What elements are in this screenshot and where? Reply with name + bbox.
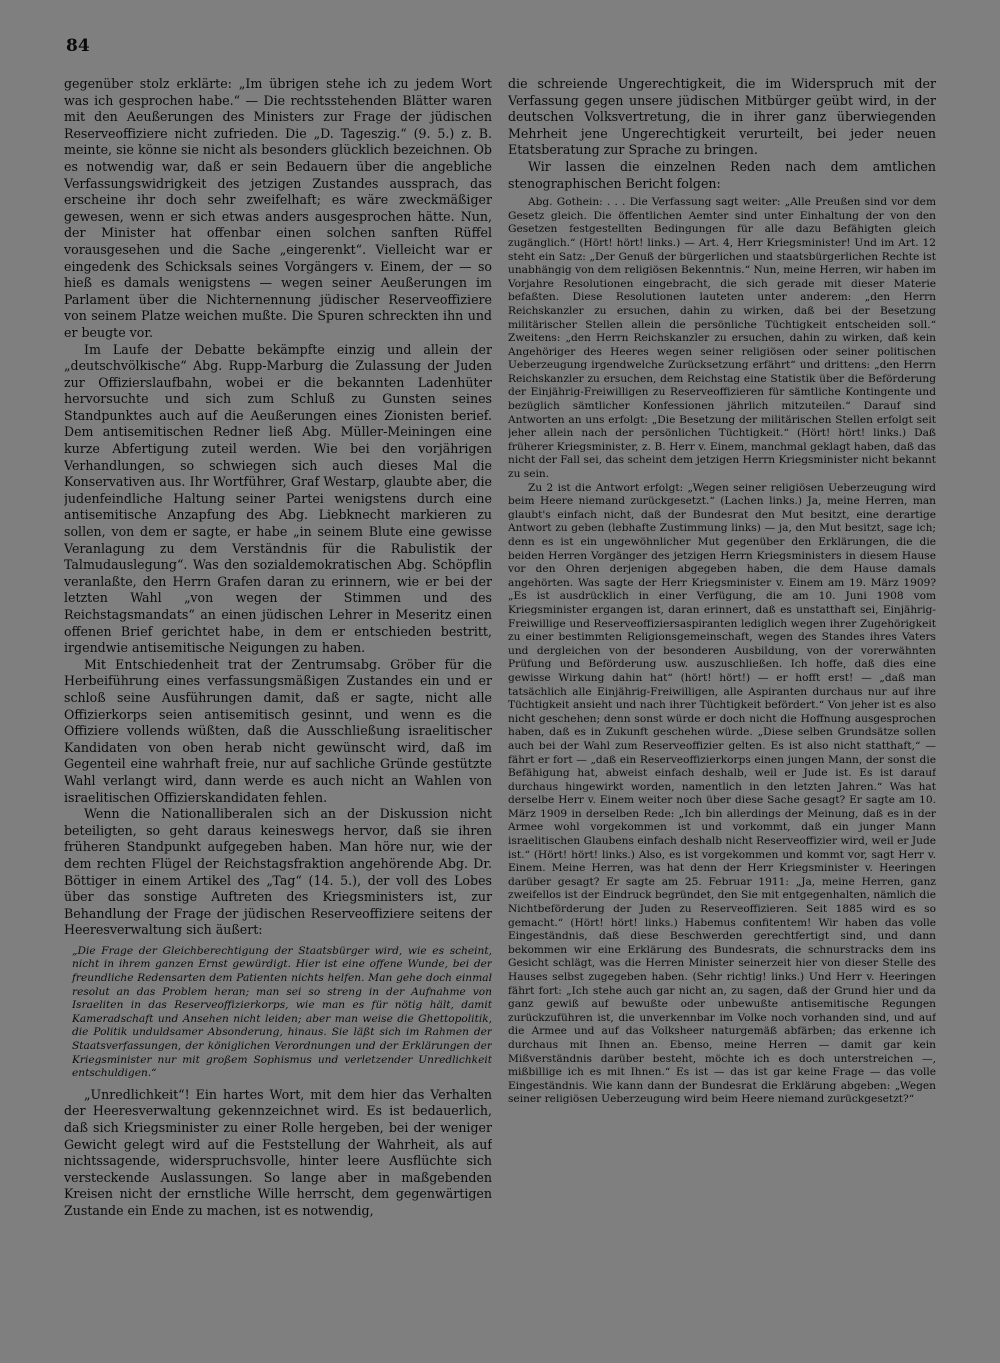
page-number: 84 [66, 36, 90, 56]
left-paragraph-5: „Unredlichkeit“! Ein hartes Wort, mit dem hier das Verhalten der Heeresverwaltung gekennzeichnet wird. Es ist bedauerlich, daß sich Kriegsminister zu einer Rolle hergeben, bei der weniger Gewicht gelegt wird auf die Feststellung der Wahrheit, als auf nichtssagende, widerspruchsvolle, hinter leere Ausflüchte sich versteckende Auslassungen. So lange aber in maßgebenden Kreisen nicht der ernstliche Wille herrscht, dem gegenwärtigen Zustande ein Ende zu machen, ist es notwendig, [64, 1086, 492, 1218]
right-paragraph-1: die schreiende Ungerechtigkeit, die im Widerspruch mit der Verfassung gegen unsere jüdischen Mitbürger geübt wird, in der deutschen Volksvertretung, die in ihrer ganz überwiegenden Mehrheit jene Ungerechtigkeit verurteilt, bei jeder neuen Etatsberatung zur Sprache zu bringen. [508, 76, 936, 158]
left-paragraph-4: Wenn die Nationalliberalen sich an der Diskussion nicht beteiligten, so geht daraus keineswegs hervor, daß sie ihren früheren Standpunkt aufgegeben haben. Man höre nur, wie der dem rechten Flügel der Reichstagsfraktion angehörende Abg. Dr. Böttiger in einem Artikel des „Tag“ (14. 5.), der voll des Lobes über das sonstige Auftreten des Kriegsministers ist, zur Behandlung der Frage der jüdischen Reserveoffiziere seitens der Heeresverwaltung sich äußert: [64, 806, 492, 938]
right-paragraph-2: Wir lassen die einzelnen Reden nach dem amtlichen stenographischen Bericht folgen: [508, 158, 936, 191]
gothein-speech-part-2: Zu 2 ist die Antwort erfolgt: „Wegen seiner religiösen Ueberzeugung wird beim Heere niemand zurückgesetzt.“ (Lachen links.) Ja, meine Herren, man glaubt's einfach nicht, daß der Bundesrat den Mut besitzt, eine derartige Antwort zu geben (lebhafte Zustimmung links) — ja, den Mut besitzt, sage ich; denn es ist ein ungewöhnlicher Mut gegenüber den Erklärungen, die die beiden Herren Vorgänger des jetzigen Herrn Kriegsministers in diesem Hause vor den Ohren derjenigen abgegeben haben, die dem Hause damals angehörten. Was sagte der Herr Kriegsminister v. Einem am 19. März 1909? „Es ist ausdrücklich in einer Verfügung, die am 10. Juni 1908 vom Kriegsminister ergangen ist, daran erinnert, daß es unstatthaft sei, Einjährig-Freiwillige und Reserveoffiziersaspiranten lediglich wegen ihrer Zugehörigkeit zu einer bestimmten Religionsgemeinschaft, wegen des Standes ihres Vaters und dergleichen von der besonderen Ausbildung, von der vorerwähnten Prüfung und Beförderung usw. auszuschließen. Ich hoffe, daß dies eine gewisse Wirkung dahin hat“ (hört! hört!) — er hofft erst! — „daß man tatsächlich alle Einjährig-Freiwilligen, alle Aspiranten durchaus nur auf ihre Tüchtigkeit ansieht und nach ihrer Tüchtigkeit befördert.“ Von jeher ist es also nicht geschehen; denn sonst würde er doch nicht die Hoffnung ausgesprochen haben, daß es in Zukunft geschehen würde. „Diese selben Grundsätze sollen auch bei der Wahl zum Reserveoffizier gelten. Es ist also nicht statthaft,“ — fährt er fort — „daß ein Reserveoffizierkorps einen jungen Mann, der sonst die Befähigung hat, abweist einfach deshalb, weil er Jude ist. Es ist darauf durchaus hingewirkt worden, namentlich in den letzten Jahren.“ Was hat derselbe Herr v. Einem weiter noch über diese Sache gesagt? Er sagte am 10. März 1909 in derselben Rede: „Ich bin allerdings der Meinung, daß es in der Armee wohl vorgekommen ist und vorkommt, daß ein junger Mann israelitischen Glaubens einfach deshalb nicht Reserveoffizier wird, weil er Jude ist.“ (Hört! hört! links.) Also, es ist vorgekommen und kommt vor, sagt Herr v. Einem. Meine Herren, was hat denn der Herr Kriegsminister v. Heeringen darüber gesagt? Er sagte am 25. Februar 1911: „Ja, meine Herren, ganz zweifellos ist der Eindruck begründet, den Sie mit entgegenhalten, nämlich die Nichtbeförderung der Juden zu Reserveoffizieren. Seit 1885 wird es so gemacht.“ (Hört! hört! links.) Habemus confitentem! Wir haben das volle Eingeständnis, daß diese Beschwerden gerechtfertigt sind, und dann bekommen wir eine Erklärung des Bundesrats, die schnurstracks dem ins Gesicht schlägt, was die Herren Minister seinerzeit hier von dieser Stelle des Hauses selbst zugegeben haben. (Sehr richtig! links.) Und Herr v. Heeringen fährt fort: „Ich stehe auch gar nicht an, zu sagen, daß der Grund hier und da ganz gewiß auf bewußte oder unbewußte antisemitische Regungen zurückzuführen ist, die unverkennbar im Volke noch vorhanden sind, und auf die Armee und auf das Volksheer naturgemäß abfärben; das erkenne ich durchaus mit Ihnen an. Ebenso, meine Herren — damit gar kein Mißverständnis darüber besteht, möchte ich es doch unterstreichen —, mißbillige ich es mit Ihnen.“ Es ist — das ist gar keine Frage — das volle Eingeständnis. Wie kann dann der Bundesrat die Erklärung abgeben: „Wegen seiner religiösen Ueberzeugung wird beim Heere niemand zurückgesetzt?“ [508, 481, 936, 1106]
left-column [64, 76, 492, 1338]
right-column [508, 76, 936, 1338]
boettiger-quote: „Die Frage der Gleichberechtigung der Staatsbürger wird, wie es scheint, nicht in ihrem ganzen Ernst gewürdigt. Hier ist eine offene Wunde, bei der freundliche Redensarten dem Patienten nichts helfen. Man gehe doch einmal resolut an das Problem heran; man sei so streng in der Aufnahme von Israeliten in das Reserveoffizierkorps, wie man es für nötig hält, damit Kameradschaft und Ansehen nicht leiden; aber man weise die Ghettopolitik, die Politik unduldsamer Absonderung, hinaus. Sie läßt sich im Rahmen der Staatsverfassungen, der königlichen Verordnungen und der Erklärungen der Kriegsminister nur mit großem Sophismus und verletzender Unredlichkeit entschuldigen.“ [72, 944, 492, 1080]
left-paragraph-3: Mit Entschiedenheit trat der Zentrumsabg. Gröber für die Herbeiführung eines verfassungsmäßigen Zustandes ein und er schloß seine Ausführungen damit, daß er sagte, nicht alle Offizierkorps seien antisemitisch gesinnt, und wenn es die Offiziere vollends wüßten, daß die Ausschließung israelitischer Kandidaten von oben herab nicht gewünscht wird, daß im Gegenteil eine wahrhaft freie, nur auf sachliche Gründe gestützte Wahl verlangt wird, dann werde es auch nicht an Wahlen von israelitischen Offizierskandidaten fehlen. [64, 656, 492, 805]
left-paragraph-2: Im Laufe der Debatte bekämpfte einzig und allein der „deutschvölkische“ Abg. Rupp-Marburg die Zulassung der Juden zur Offizierslaufbahn, wobei er die bekannten Ladenhüter hervorsuchte und sich zum Schluß zu Gunsten seines Standpunktes auch auf die Aeußerungen eines Zionisten berief. Dem antisemitischen Redner ließ Abg. Müller-Meiningen eine kurze Abfertigung zuteil werden. Wie bei den vorjährigen Verhandlungen, so schwiegen sich auch dieses Mal die Konservativen aus. Ihr Wortführer, Graf Westarp, glaubte aber, die judenfeindliche Haltung seiner Partei wenigstens durch eine antisemitische Anzapfung des Abg. Liebknecht markieren zu sollen, von dem er sagte, er habe „in seinem Blute eine gewisse Veranlagung zu dem Verständnis für die Rabulistik der Talmudauslegung“. Was den sozialdemokratischen Abg. Schöpflin veranlaßte, den Herrn Grafen daran zu erinnern, wie er bei der letzten Wahl „von wegen der Stimmen und des Reichstagsmandats“ an einen jüdischen Lehrer in Meseritz einen offenen Brief gerichtet habe, in dem er entschieden bestritt, irgendwie antisemitische Neigungen zu haben. [64, 341, 492, 656]
left-paragraph-1: gegenüber stolz erklärte: „Im übrigen stehe ich zu jedem Wort was ich gesprochen habe.“ — Die rechtsstehenden Blätter waren mit den Aeußerungen des Ministers zur Frage der jüdischen Reserveoffiziere nicht zufrieden. Die „D. Tageszig.“ (9. 5.) z. B. meinte, sie könne sie nicht als besonders glücklich bezeichnen. Ob es notwendig war, daß er sein Bedauern über die angebliche Verfassungswidrigkeit des jetzigen Zustandes aussprach, das erscheine ihr doch sehr zweifelhaft; es wäre zweckmäßiger gewesen, wenn er sich etwas anders ausgesprochen hätte. Nun, der Minister hat offenbar einen solchen sanften Rüffel vorausgesehen und die Sache „eingerenkt“. Vielleicht war er eingedenk des Schicksals seines Vorgängers v. Einem, der — so hieß es damals wenigstens — wegen seiner Aeußerungen im Parlament über die Nichternennung jüdischer Reserveoffiziere von seinem Platze weichen mußte. Die Spuren schreckten ihn und er beugte vor. [64, 76, 492, 340]
gothein-speech-part-1: Abg. Gothein: . . . Die Verfassung sagt weiter: „Alle Preußen sind vor dem Gesetz gleich. Die öffentlichen Aemter sind unter Einhaltung der von den Gesetzen festgestellten Bedingungen für alle dazu Befähigten gleich zugänglich.“ (Hört! hört! links.) — Art. 4, Herr Kriegsminister! Und im Art. 12 steht ein Satz: „Der Genuß der bürgerlichen und staatsbürgerlichen Rechte ist unabhängig von dem religiösen Bekenntnis.“ Nun, meine Herren, wir haben im Vorjahre Resolutionen eingebracht, die sich gerade mit dieser Materie befaßten. Diese Resolutionen lauteten unter anderem: „den Herrn Reichskanzler zu ersuchen, dahin zu wirken, daß bei der Besetzung militärischer Stellen allein die persönliche Tüchtigkeit entscheiden soll.“ Zweitens: „den Herrn Reichskanzler zu ersuchen, dahin zu wirken, daß kein Angehöriger des Heeres wegen seiner religiösen oder seiner politischen Ueberzeugung irgendwelche Zurücksetzung erfährt“ und drittens: „den Herrn Reichskanzler zu ersuchen, dem Reichstag eine Statistik über die Beförderung der Einjährig-Freiwilligen zu Reserveoffizieren für sämtliche Kontingente und bezüglich sämtlicher Konfessionen jährlich mitzuteilen.“ Darauf sind Antworten an uns erfolgt: „Die Besetzung der militärischen Stellen erfolgt seit jeher allein nach der persönlichen Tüchtigkeit.“ (Hört! hört! links.) Daß früherer Kriegsminister, z. B. Herr v. Einem, manchmal geklagt haben, daß das nicht der Fall sei, das scheint dem jetzigen Herrn Kriegsminister nicht bekannt zu sein. [508, 196, 936, 481]
